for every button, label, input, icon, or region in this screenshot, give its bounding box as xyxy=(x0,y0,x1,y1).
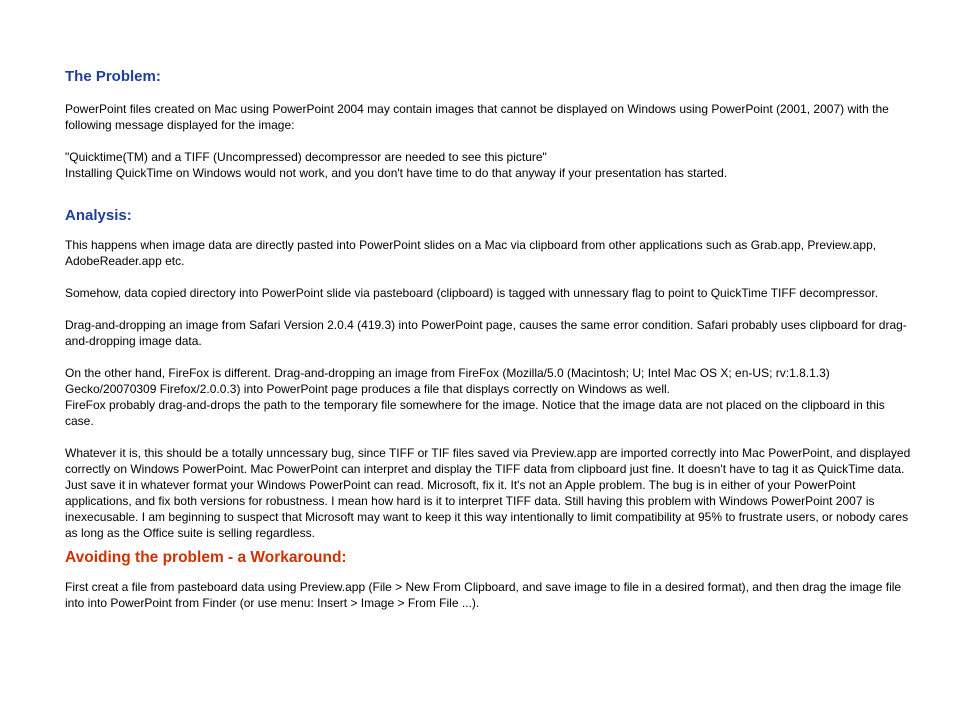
analysis-paragraph-6: Whatever it is, this should be a totally unncessary bug, since TIFF or TIF files saved via Preview.app are imported correctly into Mac PowerPoint, and displayed correctly on Windows PowerPoint. Mac PowerPoint can interpret and display the TIFF data from clipboard just fine. It doesn't have to tag it as QuickTime data. Just save it in whatever format your Windows PowerPoint can read. Microsoft, fix it. It's not an Apple problem. The bug is in either of your PowerPoint applications, and fix both versions for robustness. I mean how hard is it to interpret TIFF data. Still having this problem with Windows PowerPoint 2007 is inexecusable. I am beginning to suspect that Microsoft may want to keep it this way intentionally to limit compatibility at 95% to frustrate users, or nobody cares as long as the Office suite is selling regardless. xyxy=(65,446,911,540)
problem-paragraph-2: Installing QuickTime on Windows would not work, and you don't have time to do that anyway if your presentation has started. xyxy=(65,166,728,180)
spacer xyxy=(65,181,915,207)
spacer xyxy=(65,301,915,317)
analysis-paragraph-5: FireFox probably drag-and-drops the path to the temporary file somewhere for the image. Notice that the image data are not placed on the clipboard in this case. xyxy=(65,398,885,428)
spacer xyxy=(65,133,915,149)
analysis-paragraph-1: This happens when image data are directly pasted into PowerPoint slides on a Mac via clipboard from other applications such as Grab.app, Preview.app, AdobeReader.app etc. xyxy=(65,238,877,268)
spacer xyxy=(65,567,915,579)
analysis-paragraph-4: On the other hand, FireFox is different. Drag-and-dropping an image from FireFox (Mozilla/5.0 (Macintosh; U; Intel Mac OS X; en-US; rv:1.8.1.3) Gecko/20070309 Firefox/2.0.0.3) into PowerPoint page produces a file that displays correctly on Windows as well. xyxy=(65,366,830,396)
workaround-paragraph-1: First creat a file from pasteboard data using Preview.app (File > New From Clipboard, and save image to file in a desired format), and then drag the image file into into PowerPoint from Finder (or use menu: Insert > Image > From File ...). xyxy=(65,580,902,610)
spacer xyxy=(65,541,915,549)
problem-paragraph-1: PowerPoint files created on Mac using PowerPoint 2004 may contain images that cannot be displayed on Windows using PowerPoint (2001, 2007) with the following message displayed for the image: xyxy=(65,102,889,132)
analysis-paragraph-2: Somehow, data copied directory into PowerPoint slide via pasteboard (clipboard) is tagged with unnessary flag to point to QuickTime TIFF decompressor. xyxy=(65,286,879,300)
heading-workaround: Avoiding the problem - a Workaround: xyxy=(65,549,347,566)
analysis-paragraph-3: Drag-and-dropping an image from Safari Version 2.0.4 (419.3) into PowerPoint page, causes the same error condition. Safari probably uses clipboard for drag-and-dropping image data. xyxy=(65,318,907,348)
spacer xyxy=(65,349,915,365)
spacer xyxy=(65,225,915,237)
spacer xyxy=(65,269,915,285)
spacer xyxy=(65,86,915,101)
heading-analysis: Analysis: xyxy=(65,207,132,224)
heading-the-problem: The Problem: xyxy=(65,68,161,85)
problem-error-message: "Quicktime(TM) and a TIFF (Uncompressed) decompressor are needed to see this picture" xyxy=(65,150,547,164)
spacer xyxy=(65,429,915,445)
document-page xyxy=(65,68,915,611)
